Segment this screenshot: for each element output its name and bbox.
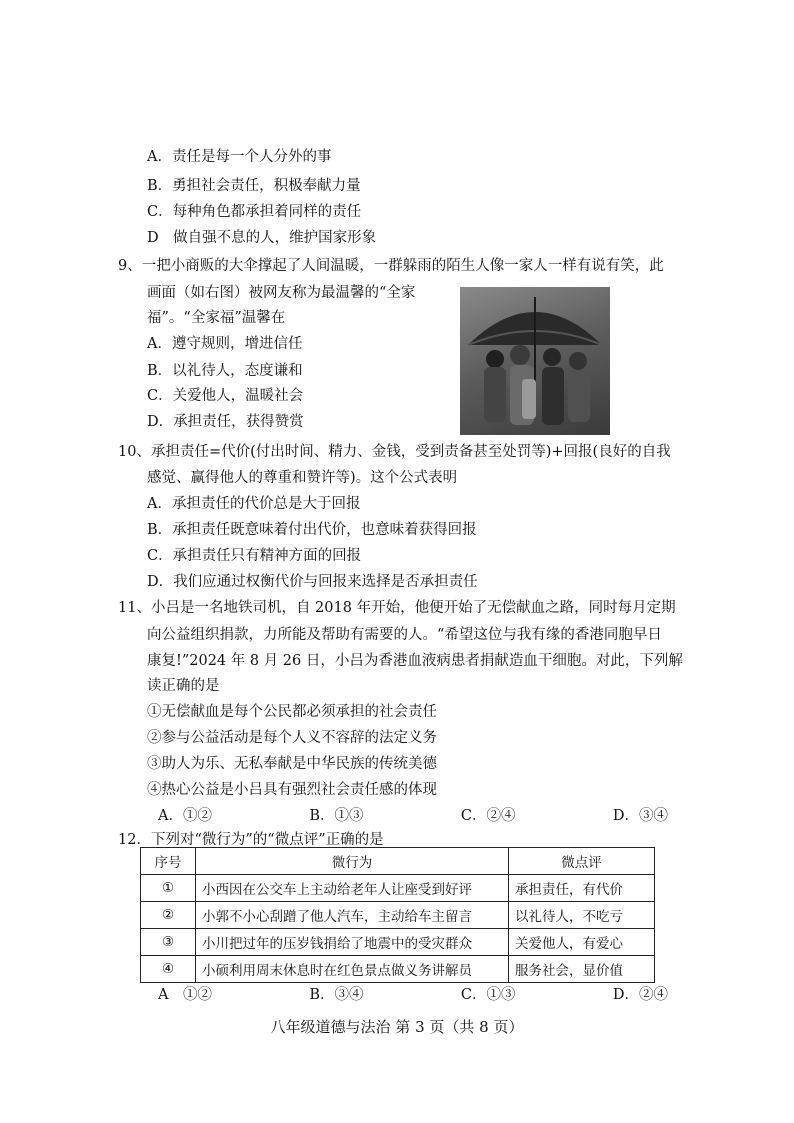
row-number: ②	[141, 902, 196, 929]
q10-option-b: B．承担责任既意味着付出代价，也意味着获得回报	[147, 522, 477, 538]
row-behavior: 小郭不小心刮蹭了他人汽车，主动给车主留言	[196, 902, 509, 929]
row-number: ③	[141, 929, 196, 956]
col-header-behavior: 微行为	[196, 848, 509, 875]
row-comment: 以礼待人，不吃亏	[509, 902, 655, 929]
q9-option-a: A．遵守规则，增进信任	[147, 336, 303, 352]
q8-option-b: B．勇担社会责任，积极奉献力量	[147, 178, 361, 194]
q11-statement-2: ②参与公益活动是每个人义不容辞的法定义务	[147, 730, 437, 746]
q10-option-d: D．我们应通过权衡代价与回报来选择是否承担责任	[147, 574, 478, 590]
col-header-comment: 微点评	[509, 848, 655, 875]
q11-choice-d: D．③④	[612, 808, 668, 824]
q11-statement-4: ④热心公益是小吕具有强烈社会责任感的体现	[147, 782, 437, 798]
q8-option-a: A．责任是每一个人分外的事	[147, 149, 332, 165]
q9-stem-line-2: 画面（如右图）被网友称为最温馨的“全家	[147, 285, 416, 301]
row-number: ①	[141, 875, 196, 902]
table-row	[141, 902, 655, 929]
q10-stem-line-2: 感觉、赢得他人的尊重和赞许等)。这个公式表明	[147, 470, 458, 486]
q8-option-d: D 做自强不息的人，维护国家形象	[147, 230, 377, 246]
q9-option-c: C．关爱他人，温暖社会	[147, 388, 304, 404]
q12-choice-b: B．③④	[309, 987, 364, 1003]
col-header-number: 序号	[141, 848, 196, 875]
q10-option-a-visible: A．承担责任的代价总是大于回报	[147, 496, 361, 512]
row-behavior: 小西因在公交车上主动给老年人让座受到好评	[196, 875, 509, 902]
micro-behavior-table	[140, 847, 655, 983]
q10-stem-line-1: 10、承担责任=代价(付出时间、精力、金钱，受到责备甚至处罚等)+回报(良好的自我	[118, 444, 671, 460]
q11-stem-line-1: 11、小吕是一名地铁司机，自 2018 年开始，他便开始了无偿献血之路，同时每月定期	[118, 600, 676, 616]
umbrella-family-photo	[460, 287, 610, 435]
q11-statement-1: ①无偿献血是每个公民都必须承担的社会责任	[147, 704, 437, 720]
row-behavior: 小川把过年的压岁钱捐给了地震中的受灾群众	[196, 929, 509, 956]
table-row	[141, 929, 655, 956]
q10-option-c: C．承担责任只有精神方面的回报	[147, 548, 362, 564]
q11-choice-b: B．①③	[309, 808, 364, 824]
row-comment: 关爱他人，有爱心	[509, 929, 655, 956]
page-footer: 八年级道德与法治 第 3 页（共 8 页）	[270, 1018, 524, 1036]
q11-stem-line-4: 读正确的是	[147, 678, 220, 694]
q9-option-b: B．以礼待人，态度谦和	[147, 363, 303, 379]
q11-choice-a: A．①②	[158, 808, 212, 824]
q12-choice-d: D．②④	[612, 987, 668, 1003]
q9-stem-line-3: 福”。“全家福”温馨在	[147, 310, 286, 326]
q8-option-c: C．每种角色都承担着同样的责任	[147, 204, 362, 220]
q12-choices	[158, 985, 668, 1005]
row-behavior: 小硕利用周末休息时在红色景点做义务讲解员	[196, 956, 509, 983]
table-row	[141, 875, 655, 902]
q11-stem-line-2: 向公益组织捐款，力所能及帮助有需要的人。“希望这位与我有缘的香港同胞早日	[147, 627, 662, 643]
table-row	[141, 956, 655, 983]
q11-statement-3: ③助人为乐、无私奉献是中华民族的传统美德	[147, 756, 437, 772]
row-number: ④	[141, 956, 196, 983]
q11-choice-c: C．②④	[460, 808, 516, 824]
q12-choice-c: C．①③	[460, 987, 516, 1003]
q12-stem: 12．下列对“微行为”的“微点评”正确的是	[118, 832, 384, 848]
row-comment: 服务社会，显价值	[509, 956, 655, 983]
q11-stem-line-3: 康复!”2024 年 8 月 26 日，小吕为香港血液病患者捐献造血干细胞。对此，下列解	[147, 653, 683, 669]
q9-option-d: D．承担责任，获得赞赏	[147, 414, 304, 430]
q11-choices	[158, 806, 668, 826]
q9-stem-line-1: 9、一把小商贩的大伞撑起了人间温暖，一群躲雨的陌生人像一家人一样有说有笑，此	[118, 258, 664, 274]
row-comment: 承担责任，有代价	[509, 875, 655, 902]
q12-choice-a: A ①②	[158, 987, 212, 1003]
